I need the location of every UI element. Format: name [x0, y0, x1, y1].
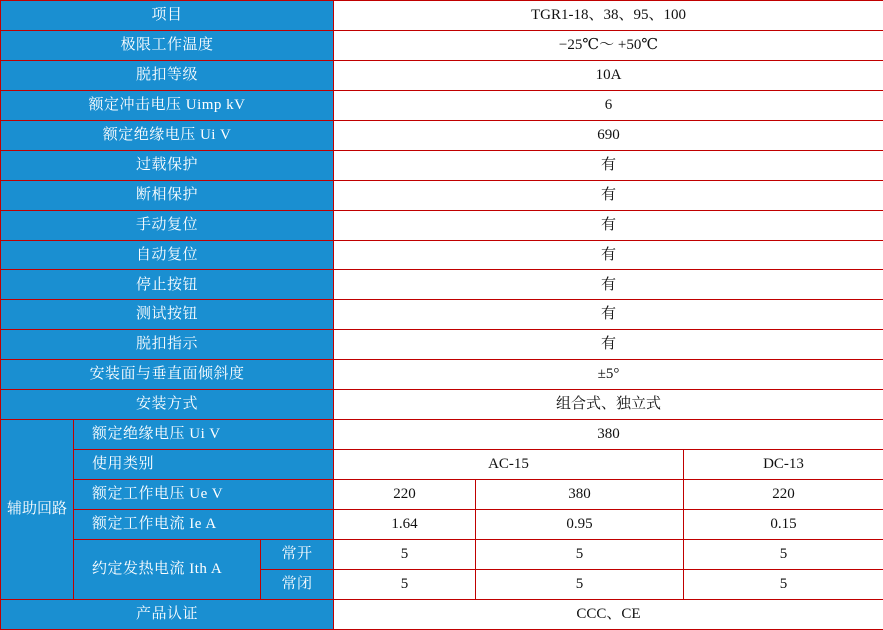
row-value: TGR1-18、38、95、100	[334, 1, 883, 31]
row-value: 组合式、独立式	[334, 390, 883, 420]
row-value: 有	[334, 300, 883, 330]
table-row	[1, 210, 883, 240]
row-label: 脱扣等级	[1, 60, 334, 90]
aux-value-ac15: AC-15	[334, 450, 684, 480]
row-label: 安装方式	[1, 390, 334, 420]
aux-cell: 0.15	[684, 509, 883, 539]
row-value: −25℃～ +50℃	[334, 30, 883, 60]
table-row	[1, 90, 883, 120]
table-row	[1, 270, 883, 300]
aux-cell: 5	[334, 569, 476, 599]
aux-cell: 380	[476, 480, 684, 510]
row-label: 停止按钮	[1, 270, 334, 300]
table-row	[1, 180, 883, 210]
row-label: 额定冲击电压 Uimp kV	[1, 90, 334, 120]
row-label: 产品认证	[1, 599, 334, 629]
table-row	[1, 150, 883, 180]
table-row	[1, 240, 883, 270]
row-label: 自动复位	[1, 240, 334, 270]
row-label: 额定绝缘电压 Ui V	[1, 120, 334, 150]
row-label: 过载保护	[1, 150, 334, 180]
aux-row-label: 额定工作电流 Ie A	[74, 509, 334, 539]
aux-contact-nc-label: 常闭	[261, 569, 334, 599]
aux-cell: 220	[334, 480, 476, 510]
row-label: 手动复位	[1, 210, 334, 240]
row-value: 有	[334, 270, 883, 300]
row-label: 项目	[1, 1, 334, 31]
aux-cell: 0.95	[476, 509, 684, 539]
aux-row-utilization-category	[1, 450, 883, 480]
aux-row-thermal-current-no	[1, 539, 883, 569]
row-label: 测试按钮	[1, 300, 334, 330]
row-label: 极限工作温度	[1, 30, 334, 60]
aux-cell: 5	[476, 539, 684, 569]
aux-row-label: 使用类别	[74, 450, 334, 480]
aux-row-label: 额定工作电压 Ue V	[74, 480, 334, 510]
row-label: 脱扣指示	[1, 330, 334, 360]
table-row	[1, 330, 883, 360]
table-row	[1, 30, 883, 60]
table-row-certification	[1, 599, 883, 629]
table-row	[1, 1, 883, 31]
aux-cell: 5	[684, 569, 883, 599]
aux-contact-no-label: 常开	[261, 539, 334, 569]
row-label: 断相保护	[1, 180, 334, 210]
row-value: 10A	[334, 60, 883, 90]
row-value: CCC、CE	[334, 599, 883, 629]
table-row	[1, 300, 883, 330]
table-row	[1, 120, 883, 150]
aux-cell: 1.64	[334, 509, 476, 539]
aux-cell: 5	[334, 539, 476, 569]
aux-row-operational-voltage	[1, 480, 883, 510]
table-row	[1, 60, 883, 90]
row-value: 有	[334, 150, 883, 180]
aux-cell: 5	[476, 569, 684, 599]
row-value: 有	[334, 180, 883, 210]
row-value: ±5°	[334, 360, 883, 390]
row-value: 有	[334, 210, 883, 240]
aux-row-operational-current	[1, 509, 883, 539]
row-label: 安装面与垂直面倾斜度	[1, 360, 334, 390]
aux-cell: 5	[684, 539, 883, 569]
aux-row-label: 额定绝缘电压 Ui V	[74, 420, 334, 450]
table-row	[1, 390, 883, 420]
aux-group-label: 辅助回路	[1, 420, 74, 600]
aux-value-dc13: DC-13	[684, 450, 883, 480]
row-value: 有	[334, 240, 883, 270]
aux-thermal-label: 约定发热电流 Ith A	[74, 539, 261, 599]
aux-row-insulation-voltage	[1, 420, 883, 450]
row-value: 有	[334, 330, 883, 360]
row-value: 6	[334, 90, 883, 120]
row-value: 690	[334, 120, 883, 150]
aux-cell: 220	[684, 480, 883, 510]
table-row	[1, 360, 883, 390]
aux-row-value: 380	[334, 420, 883, 450]
